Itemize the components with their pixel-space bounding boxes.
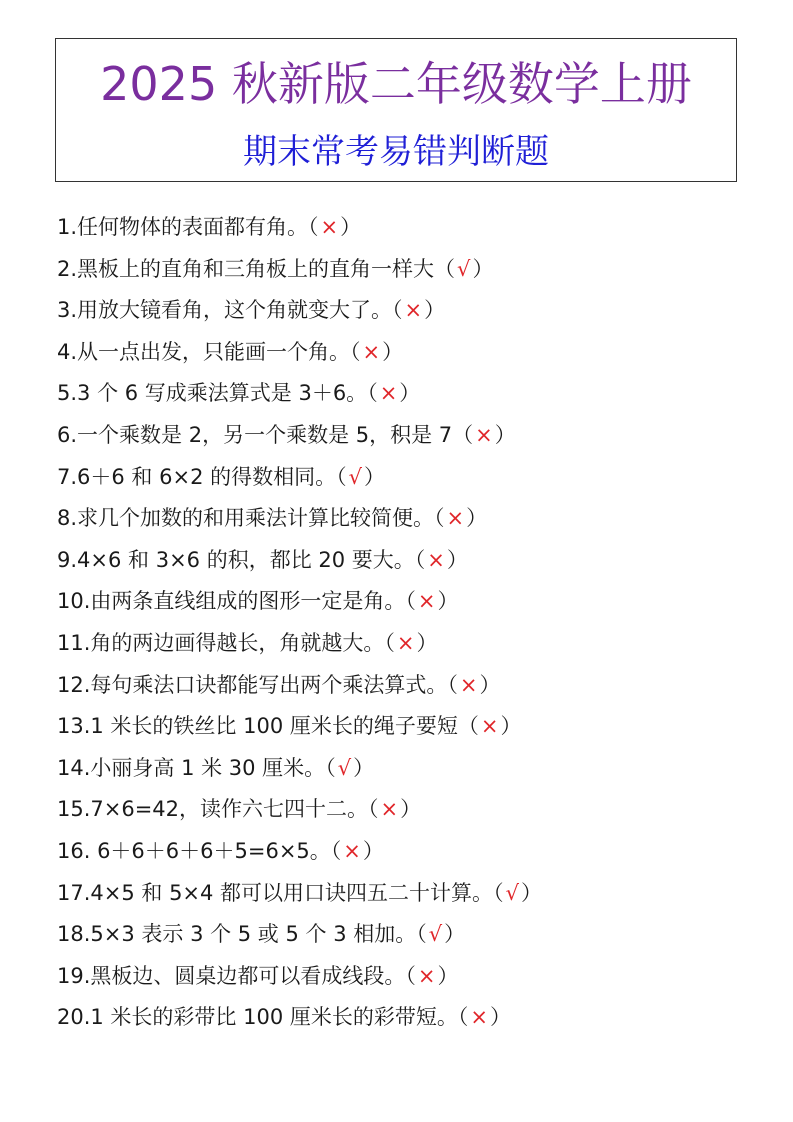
question-item [57, 665, 777, 707]
cross-mark-icon: × [379, 381, 398, 406]
cross-mark-icon: × [417, 589, 436, 614]
question-text: 18.5×3 表示 3 个 5 或 5 个 3 相加。 [57, 922, 417, 947]
answer-open-paren: （ [434, 506, 445, 531]
answer-open-paren: （ [367, 381, 378, 406]
answer-open-paren: （ [330, 838, 342, 863]
answer-close-paren: ） [437, 963, 459, 988]
answer-close-paren: ） [364, 464, 385, 489]
question-item [57, 415, 777, 457]
cross-mark-icon: × [343, 838, 361, 863]
answer-close-paren: ） [500, 714, 522, 739]
answer-open-paren: （ [414, 547, 426, 572]
question-text: 10.由两条直线组成的图形一定是角。 [57, 589, 406, 614]
question-item [57, 290, 777, 332]
page-title: 2025 秋新版二年级数学上册 [100, 57, 692, 111]
check-mark-icon: √ [428, 922, 443, 947]
cross-mark-icon: × [417, 963, 436, 988]
question-text: 19.黑板边、圆桌边都可以看成线段。 [57, 963, 406, 988]
question-text: 8.求几个加数的和用乘法计算比较简便。 [57, 506, 435, 531]
question-list [57, 207, 777, 1039]
answer-close-paren: ） [416, 630, 438, 655]
answer-close-paren: ） [444, 922, 466, 947]
answer-open-paren: （ [308, 215, 319, 239]
question-text: 16. 6＋6＋6＋6＋5=6×5。 [57, 838, 331, 863]
question-item [57, 623, 777, 665]
cross-mark-icon: × [446, 506, 465, 531]
answer-open-paren: （ [392, 298, 403, 323]
answer-close-paren: ） [472, 256, 494, 281]
answer-close-paren: ） [400, 797, 422, 822]
question-item [57, 581, 777, 623]
question-item [57, 332, 777, 374]
answer-open-paren: （ [452, 422, 474, 447]
answer-open-paren: （ [416, 922, 427, 947]
cross-mark-icon: × [396, 630, 415, 655]
question-text: 4.从一点出发，只能画一个角。 [57, 339, 351, 364]
title-box [55, 38, 737, 182]
question-text: 13.1 米长的铁丝比 100 厘米长的绳子要短 [57, 714, 458, 739]
answer-close-paren: ） [446, 547, 468, 572]
question-text: 2.黑板上的直角和三角板上的直角一样大 [57, 256, 435, 281]
cross-mark-icon: × [470, 1005, 488, 1030]
answer-close-paren: ） [489, 1005, 511, 1030]
question-text: 7.6＋6 和 6×2 的得数相同。 [57, 464, 337, 489]
question-text: 3.用放大镜看角，这个角就变大了。 [57, 298, 393, 323]
page-subtitle: 期末常考易错判断题 [243, 132, 549, 172]
question-text: 20.1 米长的彩带比 100 厘米长的彩带短。 [57, 1005, 458, 1030]
cross-mark-icon: × [475, 422, 493, 447]
question-text: 1.任何物体的表面都有角。 [57, 215, 309, 239]
question-text: 15.7×6=42，读作六七四十二。 [57, 797, 369, 822]
check-mark-icon: √ [348, 464, 362, 489]
question-item [57, 831, 777, 873]
question-item [57, 956, 777, 998]
answer-close-paren: ） [520, 880, 542, 905]
question-item [57, 373, 777, 415]
answer-open-paren: （ [447, 672, 458, 697]
answer-open-paren: （ [384, 630, 395, 655]
question-item [57, 789, 777, 831]
answer-close-paren: ） [437, 589, 459, 614]
answer-close-paren: ） [362, 838, 384, 863]
check-mark-icon: √ [337, 755, 352, 780]
answer-close-paren: ） [340, 215, 362, 239]
answer-open-paren: （ [405, 589, 416, 614]
question-item [57, 498, 777, 540]
question-text: 11.角的两边画得越长，角就越大。 [57, 630, 385, 655]
answer-open-paren: （ [457, 714, 479, 739]
question-item [57, 540, 777, 582]
question-text: 9.4×6 和 3×6 的积，都比 20 要大。 [57, 547, 415, 572]
answer-close-paren: ） [382, 339, 404, 364]
cross-mark-icon: × [427, 547, 445, 572]
answer-open-paren: （ [457, 1005, 469, 1030]
question-item [57, 873, 777, 915]
answer-close-paren: ） [353, 755, 375, 780]
answer-open-paren: （ [368, 797, 379, 822]
answer-open-paren: （ [434, 256, 456, 281]
question-text: 14.小丽身高 1 米 30 厘米。 [57, 755, 326, 780]
cross-mark-icon: × [362, 339, 381, 364]
question-text: 5.3 个 6 写成乘法算式是 3＋6。 [57, 381, 368, 406]
question-item [57, 706, 777, 748]
answer-open-paren: （ [336, 464, 347, 489]
answer-open-paren: （ [350, 339, 361, 364]
answer-open-paren: （ [493, 880, 504, 905]
question-text: 17.4×5 和 5×4 都可以用口诀四五二十计算。 [57, 880, 494, 905]
answer-close-paren: ） [479, 672, 501, 697]
question-item [57, 249, 777, 291]
answer-close-paren: ） [424, 298, 446, 323]
question-text: 12.每句乘法口诀都能写出两个乘法算式。 [57, 672, 448, 697]
cross-mark-icon: × [459, 672, 478, 697]
check-mark-icon: √ [505, 880, 519, 905]
question-item [57, 997, 777, 1039]
answer-close-paren: ） [494, 422, 516, 447]
question-text: 6.一个乘数是 2，另一个乘数是 5，积是 7 [57, 422, 453, 447]
answer-close-paren: ） [399, 381, 421, 406]
cross-mark-icon: × [380, 797, 399, 822]
answer-open-paren: （ [405, 963, 416, 988]
cross-mark-icon: × [404, 298, 423, 323]
question-item [57, 748, 777, 790]
question-item [57, 457, 777, 499]
answer-open-paren: （ [325, 755, 336, 780]
question-item [57, 207, 777, 249]
check-mark-icon: √ [457, 256, 471, 281]
question-item [57, 914, 777, 956]
cross-mark-icon: × [480, 714, 499, 739]
answer-close-paren: ） [466, 506, 488, 531]
cross-mark-icon: × [320, 215, 339, 239]
